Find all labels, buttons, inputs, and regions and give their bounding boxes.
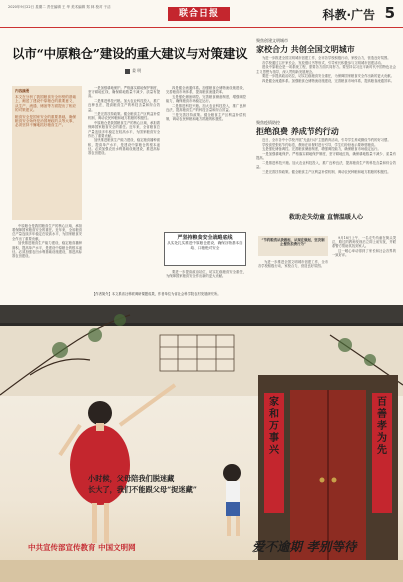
article-column-3b — [166, 270, 246, 290]
section1-kicker: 聚焦创建文明城市 — [256, 38, 288, 43]
masthead — [0, 0, 403, 28]
door-couplet-right: 百善孝为先 — [377, 397, 387, 456]
paragraph: 要进一步提高政治站位，切实扛稳粮食安全重任，为保障国家粮食安全作出新的更大贡献。 — [166, 270, 246, 279]
highlight-title: 严坚持粮食安全战略底线 — [177, 235, 233, 241]
paragraph: 一是加强耕地保护。严格落实耕地保护制度，坚守耕地红线，确保耕地数量不减少、质量有提高。 — [88, 86, 160, 99]
paragraph: 建设中原粮仓是一项系统工程，需要各方面共同努力。要坚持以习近平新时代中国特色社会主义思想为指导，深入贯彻新发展理念。 — [256, 65, 396, 74]
paragraph: 三是完善扶持政策。健全粮食主产区利益补偿机制，调动农民种粮和地方抓粮的积极性。 — [88, 112, 160, 121]
paragraph: 一是加强耕地保护。严格落实耕地保护制度，坚守耕地红线，确保耕地数量不减少、质量有提高。 — [256, 152, 396, 161]
newspaper-logo: 联合日报 — [168, 7, 230, 21]
paragraph: 加快推进粮食生产能力建设，稳定粮食播种面积，提高单产水平，是建设中原粮仓的根本途径。必须加强农田水利基础设施建设，推进高标准农田建设。 — [88, 138, 160, 156]
quote-box — [258, 236, 328, 256]
section2-body — [256, 138, 396, 198]
paragraph: 要进一步提高政治站位，切实扛稳粮食安全重任，为保障国家粮食安全作出新的更大贡献。 — [262, 74, 394, 79]
section3-body — [332, 236, 396, 288]
paragraph: 二是推进科技兴粮。加大农业科技投入，推广良种良法，提高粮食生产的科技含量和综合效益。 — [166, 103, 246, 113]
paragraph: 为进一步推进全国文明城市创建工作，全市各学校积极行动，家校合力，营造良好氛围。 — [258, 260, 328, 269]
roof-eave-shape — [0, 305, 403, 325]
quote-text: “节约粮食从我做起，从现在做起，坚决制止餐饮浪费行为” — [261, 238, 325, 247]
highlight-box — [164, 232, 246, 266]
illustration-caption — [88, 473, 197, 495]
paragraph: 加快推进粮食生产能力建设，稳定粮食播种面积，提高单产水平，是建设中原粮仓的根本途径。必须加强农田水利基础设施建设，推进高标准农田建设。 — [12, 241, 82, 258]
section2-kicker: 聚焦疫情防控 — [256, 120, 280, 125]
paragraph: 二是推进科技兴粮。加大农业科技投入，推广良种良法，提高粮食生产的科技含量和综合效益。 — [256, 161, 396, 170]
paragraph: 五是强化储备调控。完善粮食储备制度，增强调控能力，确保粮食市场稳定运行。 — [262, 147, 381, 152]
article-headline: 以市“中原粮仓”建设的重大建议与对策建议 — [12, 46, 248, 61]
abstract-body — [15, 95, 79, 128]
paragraph: 三是完善扶持政策。健全粮食主产区利益补偿机制，调动农民种粮和地方抓粮的积极性。 — [166, 112, 246, 121]
girl-figure-shape — [60, 385, 175, 543]
caption-line-2: 长大了，我们不能跟父母“捉迷藏” — [88, 485, 197, 494]
lattice-window-shape — [160, 335, 234, 371]
article-column-1 — [12, 224, 82, 300]
abstract-paragraph: 粮食安全是国家安全的重要基础，确保粮食安全始终是治国理政的头等大事，必须坚持不懈地抓好粮食生产。 — [15, 114, 77, 128]
section-title: 科教·广告 — [322, 8, 375, 22]
paragraph: 三是完善扶持政策。健全粮食主产区利益补偿机制，调动农民种粮和地方抓粮的积极性。 — [262, 169, 391, 174]
door-couplet-left: 家和万事兴 — [269, 397, 279, 456]
paragraph: 学校食堂张贴节约标语，教师在用餐时进行引导，学生们纷纷表示要珍惜粮食。 — [262, 142, 378, 147]
paragraph: 为进一步推进全国文明城市创建工作，全市各学校积极行动，家校合力，营造良好氛围。 — [262, 56, 391, 60]
abstract-paragraph: 本文在分析了我国粮食安全形势的基础上，阐述了建设中原粮仓的重要意义，从生产、流通、储备等方面提出了相应的对策建议。 — [15, 95, 77, 113]
paragraph: 近日，全市各中小学校开展“光盘行动”主题教育活动，引导学生养成勤俭节约的好习惯。 — [262, 138, 391, 142]
paragraph: 四是健全流通体系。加强粮食仓储物流设施建设，完善粮食市场体系，提高粮食流通效率。 — [262, 79, 394, 84]
byline — [125, 68, 141, 74]
abstract-heading: 内容摘要 — [15, 89, 30, 93]
abstract-box — [12, 86, 82, 220]
child-figure-shape — [223, 464, 241, 536]
paragraph: 各学校通过召开家长会、发放倡议书等形式，引导家长积极参与文明城市创建活动。 — [262, 60, 384, 65]
paragraph: 五是强化储备调控。完善粮食储备制度，增强调控能力，确保粮食市场稳定运行。 — [166, 94, 246, 104]
section1-body — [256, 56, 396, 116]
paragraph: 9月18日上午，一名走失幼童在街头哭泣，路过的教师发现后立即上前安抚，并联系警方帮助其找到家人。 — [332, 236, 396, 249]
paragraph: 中原粮仓是我国粮食生产的核心区域，承担着保障国家粮食安全的重任。近年来，全省粮食总产量连续多年稳定在较高水平，为国家粮食安全作出了重要贡献。 — [12, 224, 82, 241]
caption-line-1: 小时候，父母陪我们脱迷藏 — [88, 474, 175, 483]
author-name: 姜 明 — [132, 68, 142, 73]
section3-body-left — [258, 260, 328, 290]
article-column-3 — [166, 86, 246, 228]
org-slogan: 中共宣传部宣传教育 中国文明网 — [28, 543, 136, 552]
section2-title: 拒绝浪费 养成节约行动 — [256, 126, 339, 136]
author-footnote: 【作者简介】本文系省社科联调研课题成果，作者单位为省社会科学院农村发展研究所。 — [92, 292, 221, 296]
main-slogan: 爱不逾期 孝别等待 — [252, 539, 357, 554]
date-line: 2020年9月22日 星期二 责任编辑 王 华 美术编辑 郑 林 校对 于洁 — [8, 5, 111, 9]
paragraph: 这一暖心举动得到了家长和社会各界的一致好评。 — [332, 249, 396, 258]
paragraph: 中原粮仓是我国粮食生产的核心区域，承担着保障国家粮食安全的重任。近年来，全省粮食总产量连续多年稳定在较高水平，为国家粮食安全作出了重要贡献。 — [88, 121, 160, 138]
paragraph: 二是推进科技兴粮。加大农业科技投入，推广良种良法，提高粮食生产的科技含量和综合效益。 — [88, 99, 160, 112]
byline-square-icon — [125, 69, 130, 74]
article-column-2 — [88, 86, 160, 286]
highlight-body: 从实处扎实推进中原粮仓建设，确保谷物基本自给、口粮绝对安全 — [167, 241, 243, 250]
section1-title: 家校合力 共创全国文明城市 — [256, 44, 355, 54]
page-number: 5 — [384, 4, 395, 22]
section3-title: 救助走失幼童 直情温暖人心 — [288, 214, 364, 221]
paragraph: 四是健全流通体系。加强粮食仓储物流设施建设，完善粮食市场体系，提高粮食流通效率。 — [166, 86, 246, 95]
